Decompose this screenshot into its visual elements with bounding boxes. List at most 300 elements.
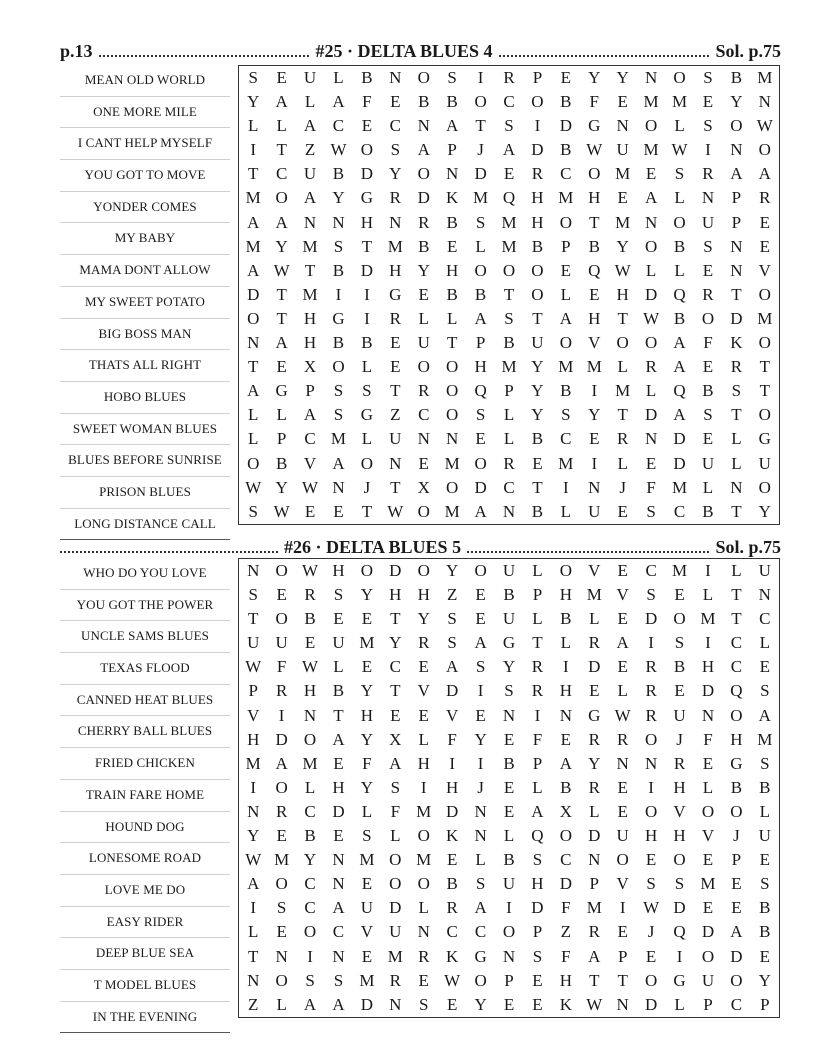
grid-letter: I [506, 898, 512, 918]
grid-row [239, 211, 779, 235]
grid-letter: E [276, 68, 287, 87]
grid-letter: N [758, 585, 771, 605]
grid-letter: L [276, 994, 287, 1014]
grid-letter: V [673, 801, 686, 821]
grid-letter: N [303, 212, 317, 232]
grid-letter: P [305, 381, 315, 401]
grid-letter: T [390, 381, 401, 401]
grid-letter: E [759, 236, 770, 256]
grid-letter: O [758, 284, 771, 304]
grid-letter: E [589, 429, 600, 449]
grid-letter: E [617, 657, 628, 677]
grid-letter: B [560, 140, 572, 160]
grid-letter: S [248, 501, 258, 521]
grid-letter: C [503, 92, 515, 112]
grid-letter: P [561, 236, 571, 256]
grid-letter: F [276, 657, 287, 677]
grid-letter: G [588, 116, 601, 136]
grid-letter: C [503, 477, 515, 497]
grid-row [239, 452, 779, 476]
grid-letter: E [702, 260, 714, 280]
grid-letter: C [304, 429, 316, 449]
grid-letter: C [673, 501, 686, 521]
grid-letter: M [274, 850, 290, 870]
grid-letter: M [558, 357, 574, 377]
grid-row [239, 945, 779, 969]
word-list-item: EASY RIDER [60, 907, 230, 939]
grid-letter: L [503, 405, 515, 425]
grid-letter: B [560, 609, 572, 629]
word-list-item: YOU GOT THE POWER [60, 590, 230, 622]
grid-letter: W [302, 657, 319, 677]
grid-letter: B [702, 381, 714, 401]
grid-letter: N [502, 501, 516, 521]
grid-letter: R [588, 922, 600, 942]
grid-letter: S [333, 381, 344, 401]
grid-letter: E [361, 946, 373, 966]
grid-letter: S [703, 405, 713, 425]
grid-letter: H [389, 585, 402, 605]
grid-letter: T [759, 357, 770, 377]
grid-letter: L [304, 92, 316, 112]
grid-letter: E [333, 826, 344, 846]
grid-letter: O [303, 922, 317, 942]
grid-letter: G [730, 753, 743, 773]
word-list-item: SWEET WOMAN BLUES [60, 414, 230, 446]
grid-letter: W [273, 501, 290, 521]
grid-letter: M [359, 633, 375, 653]
grid-letter: B [332, 333, 345, 353]
grid-letter: Z [446, 585, 458, 605]
grid-letter: T [617, 970, 628, 990]
grid-letter: Y [360, 729, 374, 749]
grid-letter: W [302, 477, 319, 497]
grid-letter: O [446, 357, 459, 377]
grid-letter: O [360, 561, 374, 580]
grid-letter: J [477, 777, 484, 797]
grid-letter: O [502, 260, 516, 280]
grid-letter: K [446, 826, 459, 846]
grid-letter: A [303, 405, 317, 425]
grid-letter: G [758, 429, 771, 449]
grid-letter: A [758, 164, 771, 184]
grid-letter: L [361, 357, 373, 377]
grid-letter: W [643, 308, 660, 328]
grid-letter: U [502, 609, 516, 629]
grid-letter: E [617, 922, 628, 942]
grid-letter: O [644, 236, 658, 256]
grid-letter: D [588, 826, 601, 846]
word-list-item: FRIED CHICKEN [60, 748, 230, 780]
grid-letter: O [275, 561, 288, 580]
grid-letter: D [644, 405, 658, 425]
grid-letter: D [673, 898, 686, 918]
grid-letter: N [474, 826, 487, 846]
grid-letter: S [475, 657, 486, 677]
grid-letter: T [248, 357, 259, 377]
grid-letter: R [702, 284, 714, 304]
grid-letter: Q [531, 826, 544, 846]
grid-letter: B [588, 236, 600, 256]
grid-letter: Y [758, 501, 771, 521]
grid-letter: L [702, 477, 714, 497]
grid-row [239, 728, 779, 752]
grid-letter: V [616, 874, 629, 894]
grid-letter: O [644, 970, 658, 990]
grid-letter: Y [531, 381, 544, 401]
grid-letter: A [332, 453, 345, 473]
grid-letter: P [760, 994, 770, 1014]
grid-letter: E [759, 850, 770, 870]
grid-row [239, 583, 779, 607]
grid-letter: M [416, 801, 432, 821]
letter-grid-26 [238, 558, 780, 1018]
grid-letter: B [503, 753, 515, 773]
grid-letter: T [248, 164, 259, 184]
grid-letter: O [417, 874, 430, 894]
grid-letter: L [248, 116, 259, 136]
grid-letter: N [502, 946, 516, 966]
grid-letter: R [531, 681, 544, 701]
grid-letter: U [417, 333, 430, 353]
grid-letter: M [444, 501, 460, 521]
grid-letter: E [503, 164, 515, 184]
grid-letter: E [702, 850, 714, 870]
word-list-item: BIG BOSS MAN [60, 319, 230, 351]
grid-letter: N [616, 753, 629, 773]
dotted-leader [499, 55, 710, 57]
grid-letter: U [758, 826, 771, 846]
grid-letter: A [474, 501, 487, 521]
grid-letter: W [444, 970, 461, 990]
grid-letter: N [644, 429, 658, 449]
grid-letter: D [275, 729, 288, 749]
grid-letter: E [617, 501, 628, 521]
grid-letter: N [644, 212, 658, 232]
grid-letter: H [332, 561, 345, 580]
grid-letter: F [561, 946, 571, 966]
grid-letter: F [703, 729, 713, 749]
grid-letter: R [531, 164, 544, 184]
grid-letter: I [449, 753, 455, 773]
grid-letter: D [360, 260, 374, 280]
grid-row [239, 704, 779, 728]
grid-letter: C [560, 164, 572, 184]
grid-row [239, 283, 779, 307]
grid-letter: M [302, 753, 318, 773]
grid-letter: L [560, 501, 572, 521]
grid-letter: E [645, 164, 657, 184]
grid-letter: M [586, 357, 602, 377]
grid-letter: Y [730, 92, 743, 112]
grid-letter: T [276, 308, 287, 328]
grid-letter: O [644, 729, 658, 749]
grid-letter: O [701, 801, 715, 821]
grid-letter: H [559, 970, 572, 990]
grid-row [239, 500, 779, 524]
grid-letter: L [759, 801, 770, 821]
grid-letter: H [644, 826, 658, 846]
grid-letter: G [502, 633, 516, 653]
grid-letter: G [275, 381, 288, 401]
grid-letter: N [247, 561, 260, 580]
grid-letter: N [389, 994, 402, 1014]
grid-letter: E [702, 898, 714, 918]
grid-letter: R [730, 357, 743, 377]
grid-letter: M [586, 898, 602, 918]
grid-letter: L [248, 405, 259, 425]
puzzle-26-header [60, 530, 781, 558]
grid-letter: E [361, 116, 373, 136]
grid-letter: V [417, 681, 430, 701]
grid-letter: L [759, 633, 770, 653]
grid-letter: O [474, 970, 487, 990]
grid-letter: B [503, 333, 515, 353]
grid-letter: R [588, 633, 600, 653]
grid-letter: T [617, 405, 628, 425]
grid-letter: D [559, 116, 572, 136]
grid-letter: O [417, 826, 430, 846]
grid-letter: H [673, 826, 686, 846]
grid-letter: R [418, 212, 430, 232]
grid-letter: X [559, 801, 572, 821]
grid-letter: S [419, 994, 429, 1014]
grid-letter: U [673, 705, 686, 725]
grid-letter: E [390, 92, 401, 112]
grid-letter: N [247, 801, 260, 821]
grid-letter: U [360, 898, 374, 918]
grid-letter: L [248, 922, 259, 942]
grid-letter: V [588, 333, 601, 353]
grid-letter: F [703, 333, 713, 353]
grid-letter: A [758, 705, 771, 725]
grid-letter: R [446, 898, 458, 918]
grid-letter: P [731, 850, 742, 870]
grid-letter: I [705, 633, 711, 653]
grid-letter: S [504, 308, 514, 328]
grid-letter: H [673, 777, 686, 797]
grid-letter: V [303, 453, 317, 473]
grid-letter: E [418, 705, 429, 725]
grid-letter: C [332, 922, 345, 942]
grid-letter: E [276, 826, 287, 846]
grid-letter: O [559, 826, 572, 846]
grid-letter: M [757, 729, 773, 749]
grid-letter: C [730, 633, 743, 653]
grid-letter: H [701, 657, 715, 677]
grid-letter: Q [502, 188, 516, 208]
grid-letter: N [446, 164, 459, 184]
grid-letter: W [387, 501, 404, 521]
grid-letter: E [276, 585, 287, 605]
grid-letter: Y [360, 777, 374, 797]
grid-letter: B [730, 777, 743, 797]
grid-letter: D [360, 164, 374, 184]
grid-letter: T [361, 236, 373, 256]
grid-letter: P [589, 874, 599, 894]
grid-letter: M [245, 188, 261, 208]
grid-letter: I [420, 777, 427, 797]
grid-letter: M [302, 236, 318, 256]
grid-letter: Y [332, 188, 345, 208]
grid-row [239, 631, 779, 655]
grid-letter: O [730, 116, 743, 136]
grid-letter: B [474, 284, 487, 304]
word-list-item: YONDER COMES [60, 192, 230, 224]
grid-letter: H [417, 753, 430, 773]
grid-letter: I [648, 777, 654, 797]
grid-letter: A [275, 92, 288, 112]
grid-letter: N [275, 946, 288, 966]
grid-letter: O [417, 68, 430, 87]
grid-letter: L [276, 405, 287, 425]
grid-letter: A [616, 633, 629, 653]
grid-letter: A [332, 898, 345, 918]
grid-letter: D [701, 681, 715, 701]
word-list-item: IN THE EVENING [60, 1002, 230, 1034]
grid-letter: N [730, 236, 743, 256]
grid-letter: M [757, 308, 773, 328]
grid-letter: A [332, 994, 345, 1014]
page-number: p.13 [60, 41, 93, 61]
grid-letter: O [275, 970, 288, 990]
grid-letter: E [390, 705, 401, 725]
grid-letter: B [759, 922, 771, 942]
word-list-item: YOU GOT TO MOVE [60, 160, 230, 192]
grid-letter: T [617, 308, 628, 328]
grid-letter: S [561, 405, 571, 425]
grid-letter: D [531, 140, 544, 160]
grid-letter: I [705, 561, 711, 580]
grid-letter: C [418, 405, 430, 425]
grid-letter: Y [588, 405, 601, 425]
grid-row [239, 969, 779, 993]
grid-letter: L [589, 609, 600, 629]
grid-letter: C [304, 898, 316, 918]
grid-letter: B [446, 874, 458, 894]
grid-letter: H [332, 777, 345, 797]
grid-letter: D [389, 561, 402, 580]
grid-letter: Q [474, 381, 487, 401]
grid-letter: Y [275, 236, 288, 256]
grid-letter: W [614, 260, 631, 280]
grid-letter: T [446, 333, 458, 353]
grid-letter: N [332, 850, 345, 870]
grid-letter: D [588, 657, 601, 677]
puzzle-25-header [60, 34, 781, 62]
grid-letter: S [333, 405, 344, 425]
grid-letter: I [364, 308, 370, 328]
grid-letter: C [304, 874, 316, 894]
grid-letter: H [446, 777, 459, 797]
grid-letter: E [304, 501, 316, 521]
grid-letter: E [617, 777, 628, 797]
grid-letter: U [502, 561, 516, 580]
grid-letter: A [275, 333, 288, 353]
grid-row [239, 776, 779, 800]
grid-letter: N [474, 801, 487, 821]
grid-letter: Q [730, 681, 743, 701]
grid-letter: N [247, 970, 260, 990]
grid-letter: L [276, 116, 287, 136]
grid-letter: E [446, 236, 458, 256]
grid-letter: S [703, 236, 713, 256]
grid-letter: O [275, 874, 288, 894]
grid-letter: A [247, 381, 260, 401]
grid-letter: E [702, 357, 714, 377]
grid-letter: E [702, 92, 714, 112]
grid-letter: S [333, 236, 344, 256]
grid-letter: O [417, 164, 430, 184]
grid-letter: M [615, 164, 631, 184]
grid-letter: Y [247, 92, 260, 112]
grid-letter: A [303, 994, 317, 1014]
grid-letter: H [303, 333, 317, 353]
grid-letter: R [389, 188, 401, 208]
grid-row [239, 679, 779, 703]
dotted-leader [467, 551, 709, 553]
grid-letter: A [588, 946, 601, 966]
grid-letter: O [758, 477, 771, 497]
grid-row [239, 896, 779, 920]
grid-letter: H [588, 308, 601, 328]
grid-letter: C [560, 429, 572, 449]
grid-letter: C [389, 116, 401, 136]
grid-letter: O [474, 561, 487, 580]
grid-letter: C [759, 609, 771, 629]
grid-letter: K [730, 333, 743, 353]
grid-letter: O [332, 357, 345, 377]
grid-letter: I [278, 705, 285, 725]
grid-letter: S [276, 898, 287, 918]
grid-letter: L [674, 116, 685, 136]
grid-letter: Q [673, 284, 686, 304]
grid-letter: M [501, 236, 517, 256]
grid-letter: E [645, 453, 657, 473]
grid-letter: E [645, 946, 657, 966]
grid-letter: S [475, 405, 486, 425]
grid-letter: E [276, 357, 287, 377]
grid-letter: O [531, 284, 544, 304]
grid-letter: G [588, 705, 601, 725]
grid-letter: O [446, 381, 459, 401]
grid-letter: S [703, 116, 713, 136]
grid-letter: X [303, 357, 317, 377]
grid-letter: A [531, 801, 544, 821]
grid-letter: T [390, 477, 401, 497]
grid-letter: H [559, 585, 572, 605]
grid-letter: S [646, 585, 656, 605]
grid-row [239, 655, 779, 679]
grid-letter: H [417, 585, 430, 605]
grid-letter: T [276, 140, 287, 160]
word-list-item: CHERRY BALL BLUES [60, 716, 230, 748]
grid-row [239, 138, 779, 162]
grid-letter: I [307, 946, 313, 966]
grid-letter: P [504, 970, 514, 990]
grid-letter: L [560, 633, 572, 653]
grid-letter: E [617, 188, 628, 208]
grid-letter: E [418, 284, 429, 304]
grid-letter: A [446, 116, 459, 136]
grid-letter: E [503, 729, 515, 749]
grid-row [239, 331, 779, 355]
grid-letter: P [532, 922, 543, 942]
grid-letter: U [275, 633, 288, 653]
grid-letter: M [387, 236, 403, 256]
grid-letter: T [276, 284, 287, 304]
grid-letter: N [446, 429, 459, 449]
